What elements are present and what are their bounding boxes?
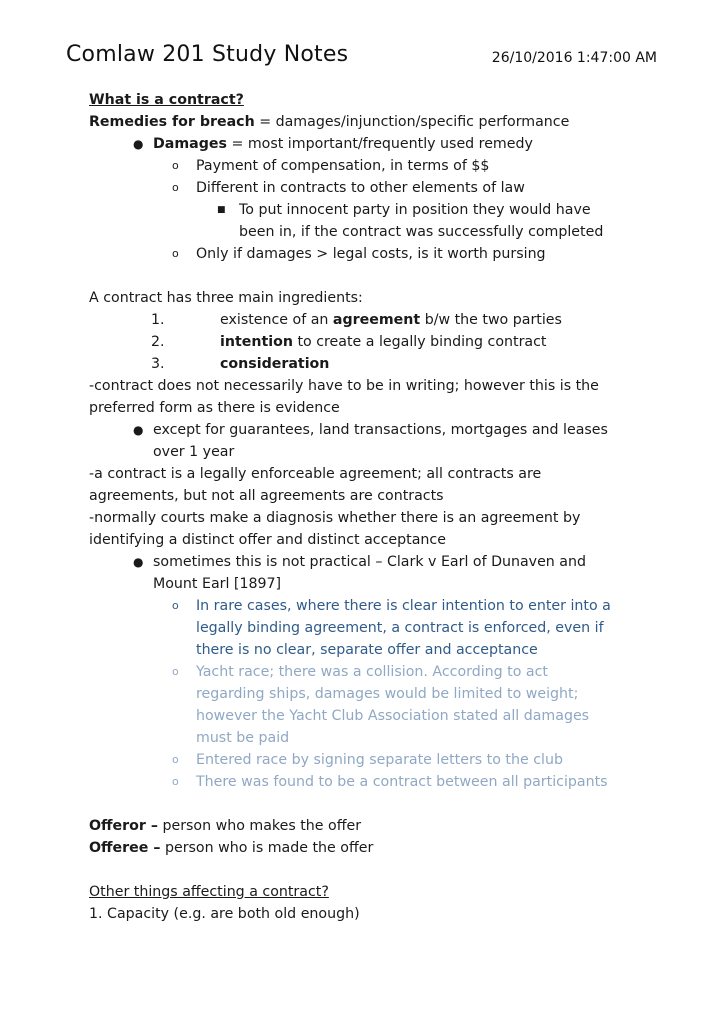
offeror-text: person who makes the offer	[157, 818, 362, 834]
sub-bullet-text: Payment of compensation, in terms of $$	[196, 158, 490, 174]
offeree-definition	[89, 837, 649, 859]
spacer	[89, 265, 649, 287]
sub-bullet	[89, 243, 649, 265]
subsub-bullet-text: To put innocent party in position they would have	[239, 202, 591, 218]
hollow-circle-bullet-icon: o	[172, 753, 179, 766]
filled-square-bullet-icon: ■	[217, 205, 226, 215]
damages-text: = most important/frequently used remedy	[226, 136, 533, 152]
hollow-circle-bullet-icon: o	[172, 775, 179, 788]
offeror-label: Offeror –	[89, 818, 158, 834]
courts-note: -normally courts make a diagnosis whether there is an agreement by	[89, 510, 581, 526]
ingredient-number: 1.	[151, 312, 165, 328]
ingredient-post: to create a legally binding contract	[292, 334, 547, 350]
sub-bullet-text: Different in contracts to other elements of law	[196, 180, 525, 196]
sometimes-bullet-continuation: Mount Earl [1897]	[153, 576, 282, 592]
document-datetime: 26/10/2016 1:47:00 AM	[491, 50, 657, 66]
ingredient-keyword: agreement	[332, 312, 421, 328]
filled-circle-bullet-icon: ●	[133, 423, 144, 437]
ingredient-item	[89, 331, 649, 353]
case-point-text: Yacht race; there was a collision. According to act	[196, 664, 548, 680]
offeror-definition	[89, 815, 649, 837]
ingredient-number: 2.	[151, 334, 165, 350]
sub-bullet-text: Only if damages > legal costs, is it worth pursing	[196, 246, 546, 262]
hollow-circle-bullet-icon: o	[172, 599, 179, 612]
case-point-continuation: however the Yacht Club Association stated all damages	[196, 708, 590, 724]
ingredient-text	[220, 353, 329, 375]
except-bullet-continuation: over 1 year	[153, 444, 235, 460]
section-heading: What is a contract?	[89, 92, 244, 108]
except-bullet-text: except for guarantees, land transactions, mortgages and leases	[153, 422, 608, 438]
case-point-continuation: must be paid	[196, 730, 290, 746]
notes-body	[89, 89, 649, 925]
case-point-continuation: there is no clear, separate offer and acceptance	[196, 642, 538, 658]
sometimes-bullet	[89, 551, 649, 573]
ingredient-text	[220, 309, 562, 331]
case-point-continuation: legally binding agreement, a contract is enforced, even if	[196, 620, 604, 636]
except-bullet	[89, 419, 649, 441]
ingredient-keyword: intention	[220, 334, 293, 350]
hollow-circle-bullet-icon: o	[172, 159, 179, 172]
case-point-text: There was found to be a contract between all participants	[196, 774, 608, 790]
spacer	[89, 793, 649, 815]
remedies-line	[89, 111, 649, 133]
hollow-circle-bullet-icon: o	[172, 665, 179, 678]
case-point-continuation: regarding ships, damages would be limited to weight;	[196, 686, 579, 702]
courts-note-continuation: identifying a distinct offer and distinct acceptance	[89, 532, 446, 548]
section-heading: Other things affecting a contract?	[89, 884, 329, 900]
ingredient-post: b/w the two parties	[420, 312, 562, 328]
ingredient-item	[89, 309, 649, 331]
case-point	[89, 749, 649, 771]
writing-note-continuation: preferred form as there is evidence	[89, 400, 340, 416]
ingredient-number: 3.	[151, 356, 165, 372]
spacer	[89, 859, 649, 881]
offeree-label: Offeree –	[89, 840, 161, 856]
subsub-bullet-continuation: been in, if the contract was successfully completed	[239, 224, 604, 240]
ingredient-pre: existence of an	[220, 312, 333, 328]
sub-bullet	[89, 155, 649, 177]
damages-label: Damages	[153, 136, 227, 152]
other-item: 1. Capacity (e.g. are both old enough)	[89, 906, 360, 922]
enforce-note: -a contract is a legally enforceable agreement; all contracts are	[89, 466, 542, 482]
case-point	[89, 595, 649, 617]
writing-note: -contract does not necessarily have to be in writing; however this is the	[89, 378, 599, 394]
remedies-label: Remedies for breach	[89, 114, 255, 130]
sub-bullet	[89, 177, 649, 199]
ingredient-keyword: consideration	[220, 356, 330, 372]
remedies-text: = damages/injunction/specific performance	[254, 114, 570, 130]
ingredients-intro: A contract has three main ingredients:	[89, 290, 363, 306]
ingredient-text	[220, 331, 546, 353]
case-point-text: In rare cases, where there is clear intention to enter into a	[196, 598, 611, 614]
damages-bullet	[89, 133, 649, 155]
filled-circle-bullet-icon: ●	[133, 137, 144, 151]
offeree-text: person who is made the offer	[160, 840, 374, 856]
document-title: Comlaw 201 Study Notes	[66, 42, 349, 67]
ingredient-item	[89, 353, 649, 375]
enforce-note-continuation: agreements, but not all agreements are contracts	[89, 488, 444, 504]
hollow-circle-bullet-icon: o	[172, 247, 179, 260]
hollow-circle-bullet-icon: o	[172, 181, 179, 194]
case-point-text: Entered race by signing separate letters to the club	[196, 752, 563, 768]
sometimes-bullet-text: sometimes this is not practical – Clark v Earl of Dunaven and	[153, 554, 587, 570]
subsub-bullet	[89, 199, 649, 221]
filled-circle-bullet-icon: ●	[133, 555, 144, 569]
case-point	[89, 661, 649, 683]
case-point	[89, 771, 649, 793]
